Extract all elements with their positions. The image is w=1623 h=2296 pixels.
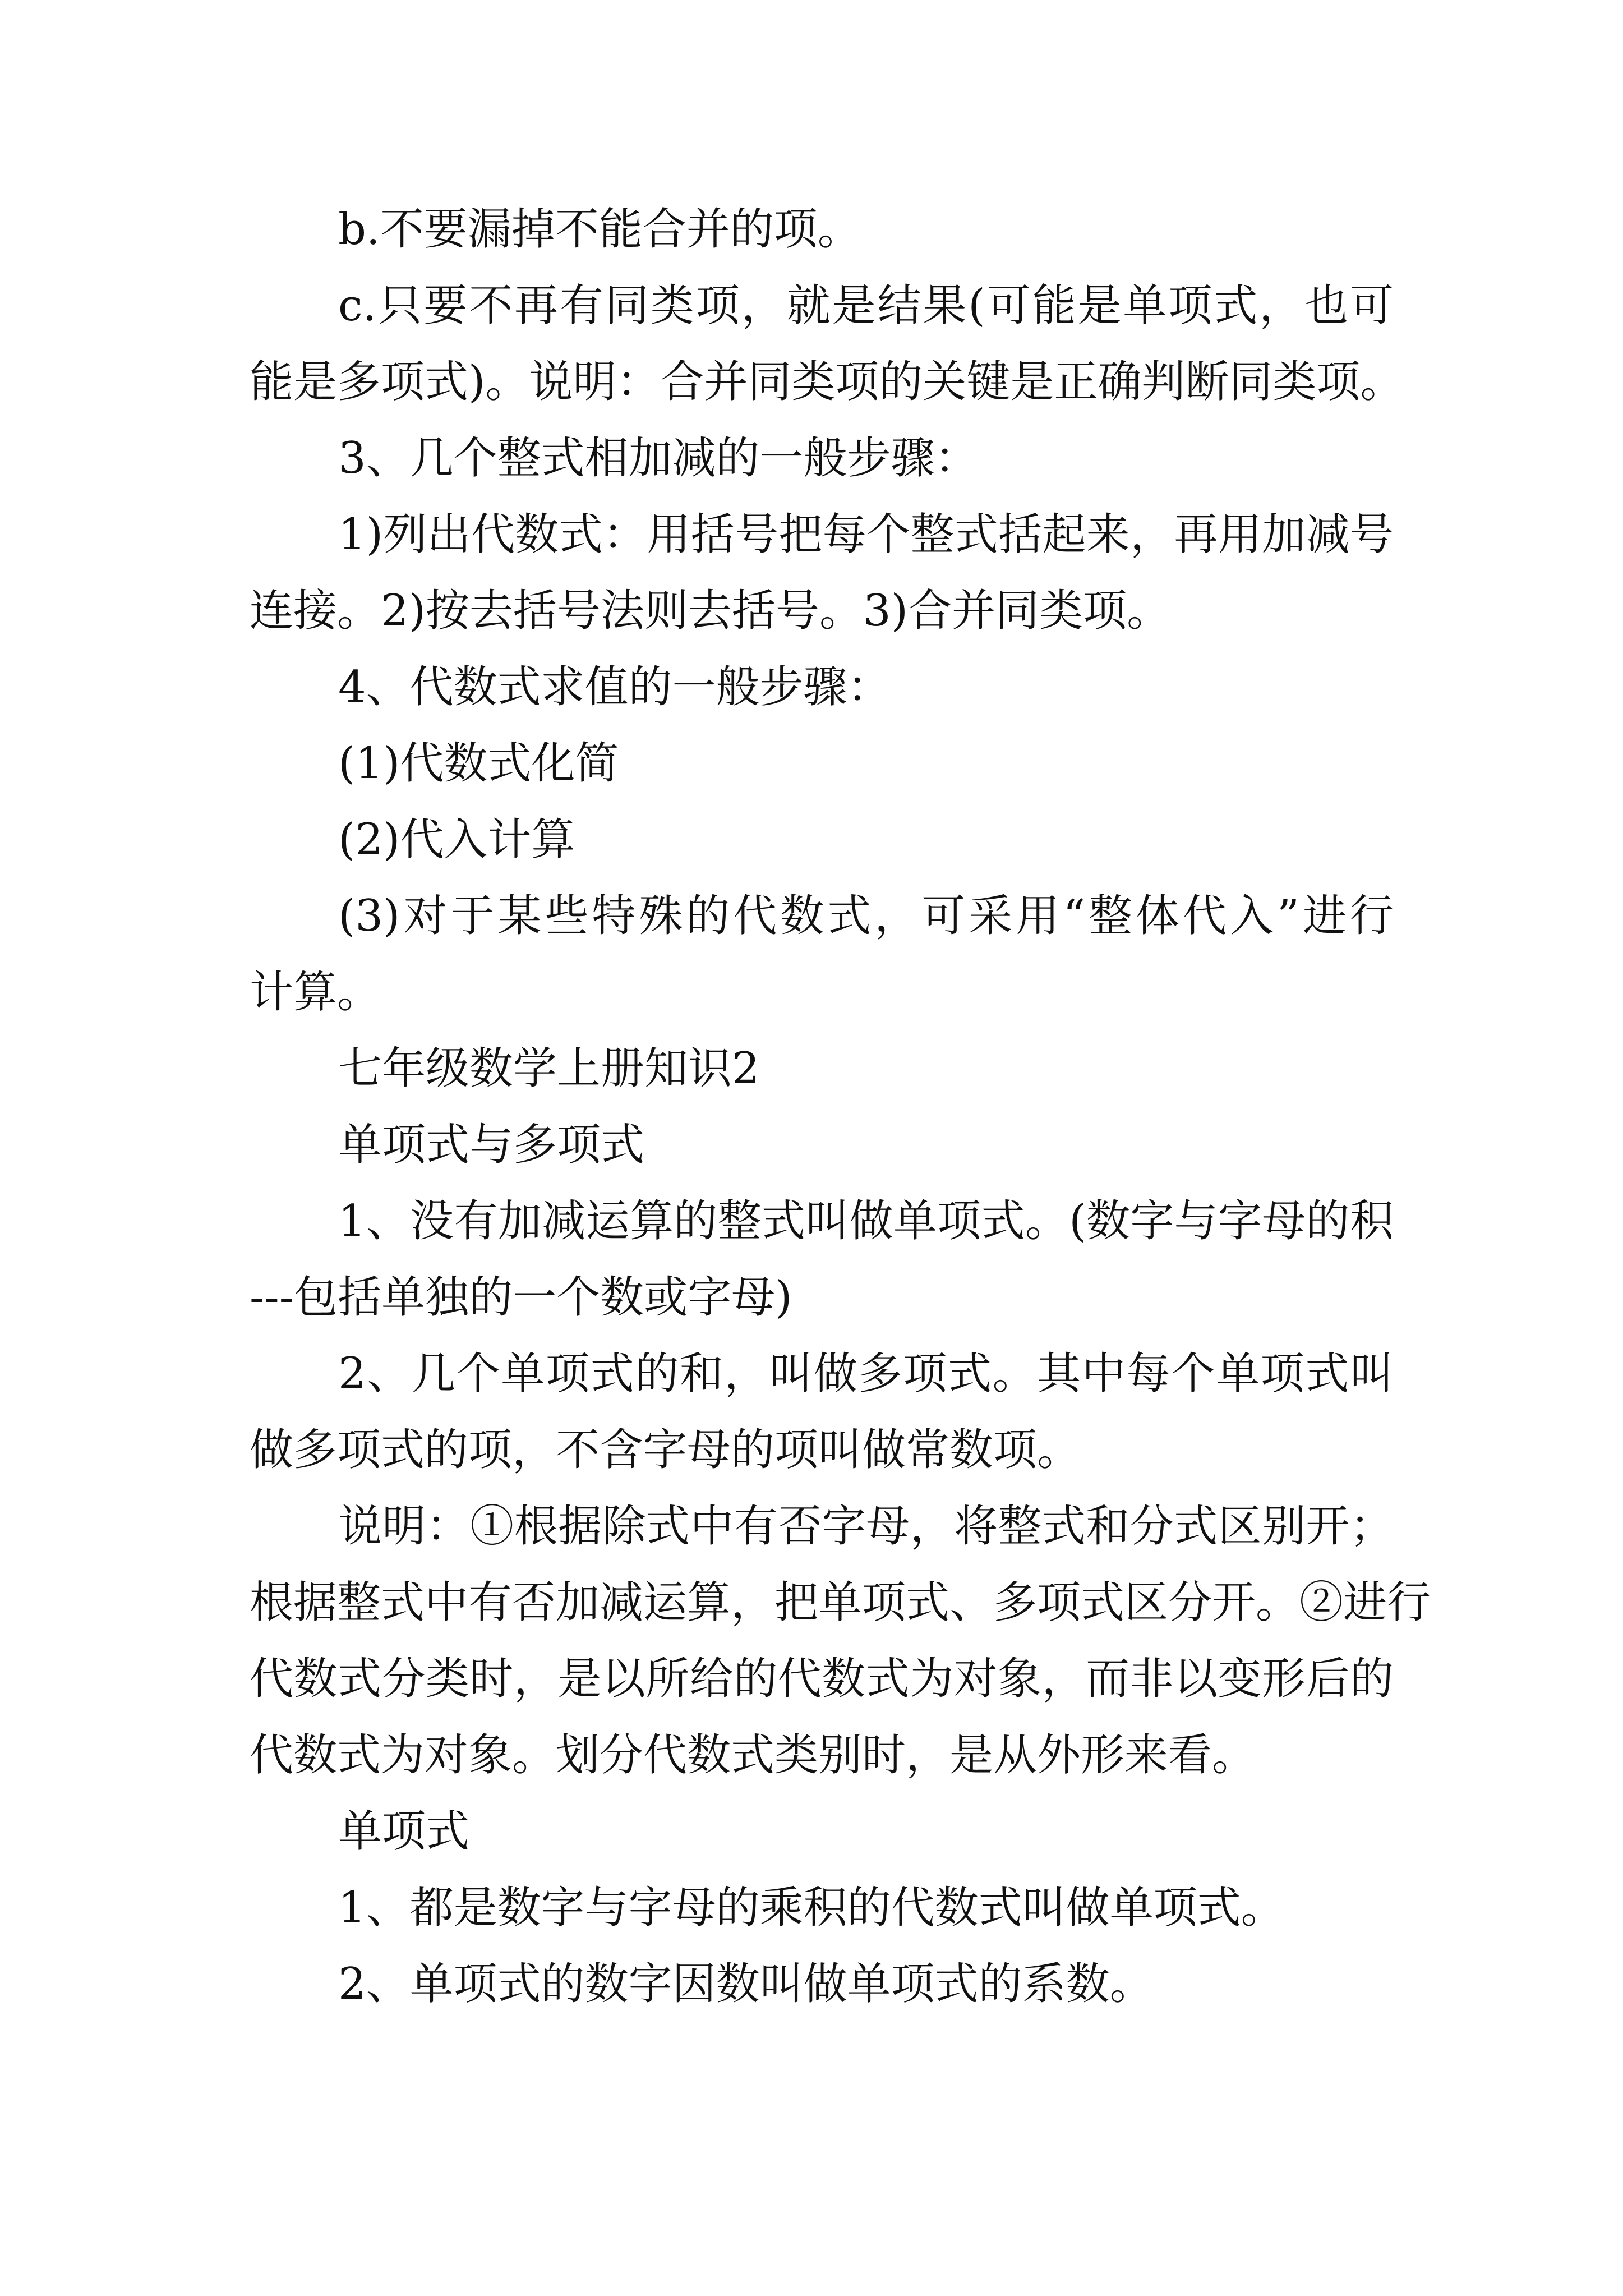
subsection-heading: 单项式: [338, 1806, 470, 1857]
text-line: c.只要不再有同类项，就是结果(可能是单项式，也可: [338, 280, 1394, 331]
text-line: 代数式分类时，是以所给的代数式为对象，而非以变形后的: [250, 1654, 1394, 1704]
section-heading: 七年级数学上册知识2: [338, 1043, 760, 1094]
text-line: 1)列出代数式：用括号把每个整式括起来，再用加减号: [338, 509, 1394, 560]
text-line: (2)代入计算: [338, 815, 575, 865]
text-line: 1、没有加减运算的整式叫做单项式。(数字与字母的积: [338, 1196, 1394, 1246]
text-line: 连接。2)按去括号法则去括号。3)合并同类项。: [250, 586, 1171, 636]
text-line: ---包括单独的一个数或字母): [250, 1272, 792, 1323]
text-line: 2、单项式的数字因数叫做单项式的系数。: [338, 1959, 1154, 2009]
text-line: 做多项式的项，不含字母的项叫做常数项。: [250, 1425, 1081, 1475]
text-line: 2、几个单项式的和，叫做多项式。其中每个单项式叫: [338, 1349, 1394, 1399]
text-line: 1、都是数字与字母的乘积的代数式叫做单项式。: [338, 1883, 1285, 1933]
text-line: 4、代数式求值的一般步骤：: [338, 662, 891, 712]
text-line: 计算。: [250, 967, 381, 1018]
text-line: 根据整式中有否加减运算，把单项式、多项式区分开。②进行: [250, 1577, 1431, 1628]
text-line: 能是多项式)。说明：合并同类项的关键是正确判断同类项。: [250, 357, 1404, 407]
text-line: b.不要漏掉不能合并的项。: [338, 204, 861, 255]
text-line: (3)对于某些特殊的代数式，可采用“整体代入”进行: [338, 891, 1394, 941]
text-line: (1)代数式化简: [338, 738, 619, 789]
text-line: 说明：①根据除式中有否字母，将整式和分式区别开；: [338, 1501, 1394, 1552]
subsection-heading: 单项式与多项式: [338, 1120, 645, 1170]
text-line: 代数式为对象。划分代数式类别时，是从外形来看。: [250, 1730, 1256, 1780]
text-line: 3、几个整式相加减的一般步骤：: [338, 433, 979, 484]
